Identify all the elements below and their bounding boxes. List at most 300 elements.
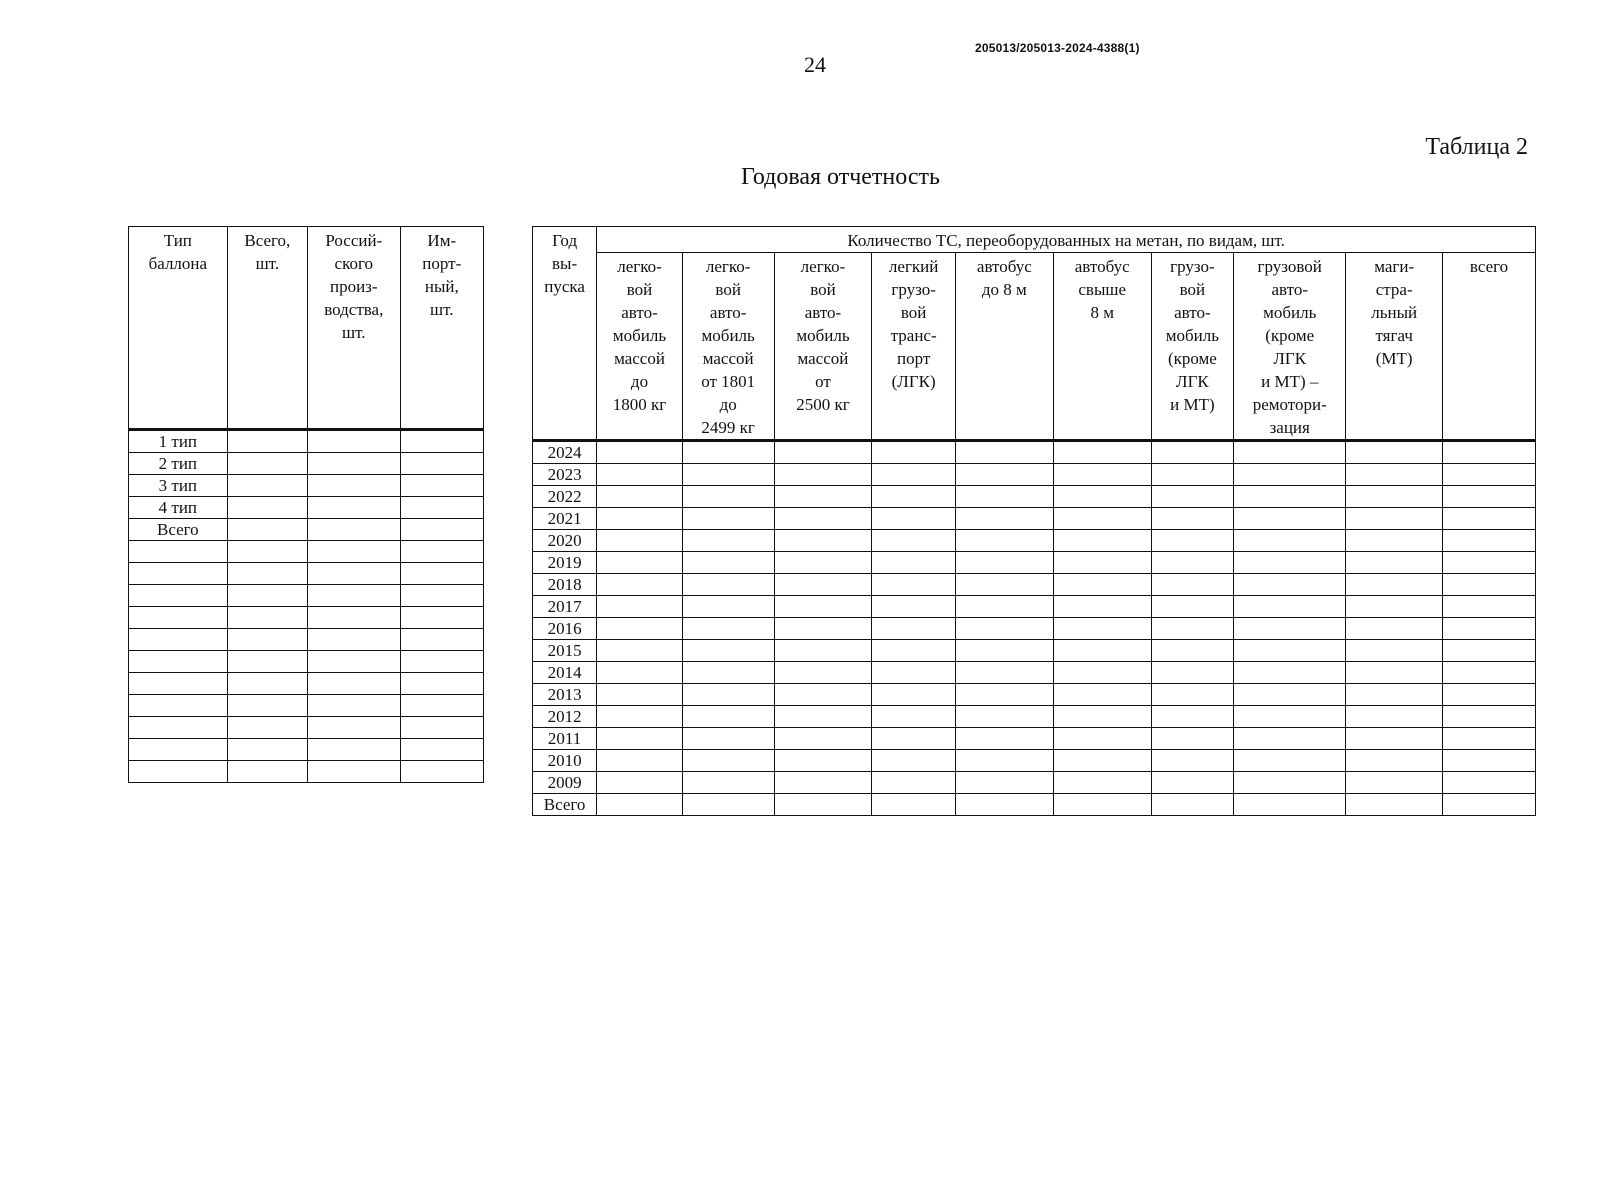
table-row [129,430,484,453]
value-cell[interactable] [597,684,683,706]
value-cell[interactable] [682,684,774,706]
value-cell[interactable] [400,475,483,497]
value-cell[interactable] [227,430,307,453]
table-row [533,441,1536,464]
value-cell[interactable] [1234,618,1346,640]
value-cell[interactable] [227,541,307,563]
release-year-cell: 2014 [533,662,597,684]
table-row [129,453,484,475]
value-cell[interactable] [1443,662,1536,684]
value-cell[interactable] [774,728,872,750]
value-cell[interactable] [400,430,483,453]
column-header-light-car-over-2500: легко- вой авто- мобиль массой от 2500 кг [774,253,872,441]
value-cell[interactable] [308,541,401,563]
value-cell[interactable] [955,750,1053,772]
table-row [533,552,1536,574]
value-cell[interactable] [1234,750,1346,772]
value-cell[interactable] [1053,441,1151,464]
release-year-cell: 2022 [533,486,597,508]
value-cell[interactable] [1053,508,1151,530]
cylinder-type-cell: 1 тип [129,430,228,453]
value-cell[interactable] [872,486,956,508]
value-cell[interactable] [872,596,956,618]
value-cell[interactable] [400,673,483,695]
value-cell[interactable] [1346,662,1443,684]
value-cell[interactable] [1151,464,1234,486]
value-cell[interactable] [1053,464,1151,486]
value-cell[interactable] [1234,596,1346,618]
value-cell[interactable] [872,464,956,486]
value-cell[interactable] [1234,464,1346,486]
value-cell[interactable] [682,750,774,772]
value-cell[interactable] [597,662,683,684]
value-cell[interactable] [955,441,1053,464]
table-row [533,728,1536,750]
table-row [129,739,484,761]
cylinder-type-cell [129,629,228,651]
value-cell[interactable] [1346,750,1443,772]
value-cell[interactable] [955,530,1053,552]
value-cell[interactable] [308,651,401,673]
value-cell[interactable] [308,475,401,497]
value-cell[interactable] [955,618,1053,640]
value-cell[interactable] [1234,728,1346,750]
value-cell[interactable] [1346,794,1443,816]
value-cell[interactable] [597,596,683,618]
value-cell[interactable] [227,497,307,519]
cylinder-type-cell [129,673,228,695]
vehicle-conversion-table [532,226,1536,816]
value-cell[interactable] [227,739,307,761]
value-cell[interactable] [774,750,872,772]
value-cell[interactable] [227,607,307,629]
table-row [533,772,1536,794]
value-cell[interactable] [774,772,872,794]
table-row [129,761,484,783]
value-cell[interactable] [597,750,683,772]
value-cell[interactable] [1053,574,1151,596]
value-cell[interactable] [1053,662,1151,684]
value-cell[interactable] [955,662,1053,684]
release-year-cell: 2020 [533,530,597,552]
table-row [129,607,484,629]
cylinder-type-cell: Всего [129,519,228,541]
value-cell[interactable] [682,464,774,486]
value-cell[interactable] [1443,750,1536,772]
table-row [533,574,1536,596]
column-header-bus-under-8m: автобус до 8 м [955,253,1053,441]
value-cell[interactable] [682,486,774,508]
value-cell[interactable] [227,519,307,541]
value-cell[interactable] [1151,618,1234,640]
value-cell[interactable] [597,574,683,596]
table-row [129,475,484,497]
column-header-mainline-tractor: маги- стра- льный тягач (МТ) [1346,253,1443,441]
value-cell[interactable] [682,441,774,464]
release-year-cell: 2009 [533,772,597,794]
value-cell[interactable] [774,486,872,508]
value-cell[interactable] [872,728,956,750]
value-cell[interactable] [308,673,401,695]
value-cell[interactable] [1234,441,1346,464]
table-row [533,640,1536,662]
release-year-cell: 2016 [533,618,597,640]
cylinder-type-cell [129,563,228,585]
release-year-cell: 2017 [533,596,597,618]
table-row [129,673,484,695]
table-row [129,695,484,717]
value-cell[interactable] [955,486,1053,508]
value-cell[interactable] [1234,574,1346,596]
value-cell[interactable] [682,596,774,618]
value-cell[interactable] [774,508,872,530]
value-cell[interactable] [400,739,483,761]
release-year-cell: Всего [533,794,597,816]
value-cell[interactable] [227,563,307,585]
value-cell[interactable] [400,563,483,585]
column-header-truck-remotorization: грузовой авто- мобиль (кроме ЛГК и МТ) – ремотори- зация [1234,253,1346,441]
value-cell[interactable] [1053,552,1151,574]
value-cell[interactable] [308,695,401,717]
value-cell[interactable] [597,486,683,508]
value-cell[interactable] [1151,486,1234,508]
cylinder-type-cell [129,739,228,761]
value-cell[interactable] [1346,530,1443,552]
table-row [129,497,484,519]
value-cell[interactable] [1151,684,1234,706]
release-year-cell: 2018 [533,574,597,596]
value-cell[interactable] [872,640,956,662]
value-cell[interactable] [1443,508,1536,530]
value-cell[interactable] [774,552,872,574]
value-cell[interactable] [308,497,401,519]
value-cell[interactable] [774,794,872,816]
value-cell[interactable] [597,772,683,794]
value-cell[interactable] [227,585,307,607]
cylinder-type-cell: 4 тип [129,497,228,519]
value-cell[interactable] [227,673,307,695]
column-header-truck: грузо- вой авто- мобиль (кроме ЛГК и МТ) [1151,253,1234,441]
value-cell[interactable] [682,530,774,552]
column-header-total: всего [1443,253,1536,441]
value-cell[interactable] [872,508,956,530]
value-cell[interactable] [955,684,1053,706]
value-cell[interactable] [1151,772,1234,794]
value-cell[interactable] [597,618,683,640]
value-cell[interactable] [774,464,872,486]
value-cell[interactable] [597,640,683,662]
value-cell[interactable] [1443,552,1536,574]
value-cell[interactable] [1151,596,1234,618]
value-cell[interactable] [400,651,483,673]
value-cell[interactable] [597,794,683,816]
value-cell[interactable] [400,761,483,783]
table-row [533,530,1536,552]
cylinder-type-table [128,226,484,783]
value-cell[interactable] [227,651,307,673]
value-cell[interactable] [1151,508,1234,530]
value-cell[interactable] [872,662,956,684]
table-row [129,563,484,585]
value-cell[interactable] [597,728,683,750]
value-cell[interactable] [1443,464,1536,486]
value-cell[interactable] [400,497,483,519]
cylinder-type-cell [129,607,228,629]
value-cell[interactable] [1443,772,1536,794]
value-cell[interactable] [400,519,483,541]
value-cell[interactable] [955,728,1053,750]
cylinder-type-cell: 2 тип [129,453,228,475]
table-row [533,662,1536,684]
value-cell[interactable] [1346,574,1443,596]
value-cell[interactable] [597,508,683,530]
value-cell[interactable] [308,519,401,541]
value-cell[interactable] [682,772,774,794]
cylinder-type-cell [129,585,228,607]
value-cell[interactable] [955,706,1053,728]
value-cell[interactable] [1234,794,1346,816]
value-cell[interactable] [227,695,307,717]
value-cell[interactable] [308,739,401,761]
value-cell[interactable] [955,640,1053,662]
value-cell[interactable] [308,585,401,607]
table-row [533,706,1536,728]
value-cell[interactable] [400,695,483,717]
cylinder-type-cell [129,651,228,673]
value-cell[interactable] [1151,728,1234,750]
value-cell[interactable] [597,552,683,574]
value-cell[interactable] [682,552,774,574]
value-cell[interactable] [1234,706,1346,728]
value-cell[interactable] [1053,772,1151,794]
value-cell[interactable] [1151,441,1234,464]
value-cell[interactable] [597,441,683,464]
column-header-bus-over-8m: автобус свыше 8 м [1053,253,1151,441]
value-cell[interactable] [872,706,956,728]
value-cell[interactable] [1151,662,1234,684]
value-cell[interactable] [1346,596,1443,618]
value-cell[interactable] [1443,530,1536,552]
value-cell[interactable] [1346,508,1443,530]
value-cell[interactable] [1234,486,1346,508]
column-header-domestic: Россий- ского произ- водства, шт. [308,227,401,430]
value-cell[interactable] [1346,441,1443,464]
release-year-cell: 2010 [533,750,597,772]
page-number: 24 [804,52,826,77]
value-cell[interactable] [308,761,401,783]
value-cell[interactable] [1053,750,1151,772]
value-cell[interactable] [308,430,401,453]
table-row [129,629,484,651]
value-cell[interactable] [955,772,1053,794]
value-cell[interactable] [1053,618,1151,640]
value-cell[interactable] [774,640,872,662]
value-cell[interactable] [308,607,401,629]
value-cell[interactable] [1346,706,1443,728]
value-cell[interactable] [1053,706,1151,728]
value-cell[interactable] [1234,772,1346,794]
value-cell[interactable] [1443,574,1536,596]
value-cell[interactable] [955,596,1053,618]
value-cell[interactable] [597,464,683,486]
cylinder-type-cell [129,717,228,739]
value-cell[interactable] [227,761,307,783]
value-cell[interactable] [774,596,872,618]
table-row [129,541,484,563]
value-cell[interactable] [1053,728,1151,750]
value-cell[interactable] [682,728,774,750]
value-cell[interactable] [1443,441,1536,464]
value-cell[interactable] [774,662,872,684]
value-cell[interactable] [1346,486,1443,508]
value-cell[interactable] [774,530,872,552]
value-cell[interactable] [1346,728,1443,750]
value-cell[interactable] [400,717,483,739]
value-cell[interactable] [1151,530,1234,552]
table-row [129,717,484,739]
value-cell[interactable] [1443,596,1536,618]
value-cell[interactable] [1053,596,1151,618]
release-year-cell: 2023 [533,464,597,486]
value-cell[interactable] [1443,684,1536,706]
value-cell[interactable] [227,453,307,475]
group-header-converted-vehicles: Количество ТС, переоборудованных на метан, по видам, шт. [597,227,1536,253]
release-year-cell: 2011 [533,728,597,750]
release-year-cell: 2024 [533,441,597,464]
value-cell[interactable] [1443,706,1536,728]
value-cell[interactable] [682,794,774,816]
column-header-cylinder-type: Тип баллона [129,227,228,430]
value-cell[interactable] [1346,618,1443,640]
value-cell[interactable] [955,552,1053,574]
table-row [533,486,1536,508]
column-header-release-year: Год вы- пуска [533,227,597,441]
value-cell[interactable] [227,717,307,739]
value-cell[interactable] [682,618,774,640]
release-year-cell: 2012 [533,706,597,728]
value-cell[interactable] [1053,486,1151,508]
value-cell[interactable] [308,563,401,585]
value-cell[interactable] [1234,508,1346,530]
value-cell[interactable] [227,629,307,651]
value-cell[interactable] [774,706,872,728]
value-cell[interactable] [1346,464,1443,486]
value-cell[interactable] [400,585,483,607]
value-cell[interactable] [872,618,956,640]
value-cell[interactable] [1234,530,1346,552]
value-cell[interactable] [1053,530,1151,552]
value-cell[interactable] [1053,684,1151,706]
value-cell[interactable] [872,750,956,772]
value-cell[interactable] [1234,684,1346,706]
cylinder-type-cell [129,761,228,783]
value-cell[interactable] [1234,552,1346,574]
value-cell[interactable] [597,530,683,552]
table-row [129,519,484,541]
value-cell[interactable] [682,640,774,662]
value-cell[interactable] [1151,552,1234,574]
value-cell[interactable] [227,475,307,497]
column-header-light-commercial: легкий грузо- вой транс- порт (ЛГК) [872,253,956,441]
value-cell[interactable] [308,629,401,651]
value-cell[interactable] [1443,640,1536,662]
value-cell[interactable] [682,662,774,684]
value-cell[interactable] [955,464,1053,486]
table-row [533,508,1536,530]
value-cell[interactable] [1234,640,1346,662]
value-cell[interactable] [682,508,774,530]
table-row [129,651,484,673]
value-cell[interactable] [955,508,1053,530]
value-cell[interactable] [872,441,956,464]
column-header-total: Всего, шт. [227,227,307,430]
value-cell[interactable] [774,618,872,640]
value-cell[interactable] [400,453,483,475]
report-title: Годовая отчетность [741,164,940,190]
table-row [533,750,1536,772]
value-cell[interactable] [955,794,1053,816]
column-header-light-car-under-1800: легко- вой авто- мобиль массой до 1800 кг [597,253,683,441]
value-cell[interactable] [774,684,872,706]
value-cell[interactable] [872,574,956,596]
value-cell[interactable] [400,607,483,629]
value-cell[interactable] [400,541,483,563]
value-cell[interactable] [597,706,683,728]
value-cell[interactable] [1443,486,1536,508]
value-cell[interactable] [1346,772,1443,794]
value-cell[interactable] [308,717,401,739]
value-cell[interactable] [1053,640,1151,662]
value-cell[interactable] [1053,794,1151,816]
value-cell[interactable] [872,530,956,552]
value-cell[interactable] [872,684,956,706]
value-cell[interactable] [1443,618,1536,640]
cylinder-type-cell: 3 тип [129,475,228,497]
value-cell[interactable] [682,706,774,728]
value-cell[interactable] [1151,794,1234,816]
value-cell[interactable] [872,552,956,574]
value-cell[interactable] [1443,794,1536,816]
table-row [533,684,1536,706]
value-cell[interactable] [1151,750,1234,772]
value-cell[interactable] [1346,640,1443,662]
value-cell[interactable] [1234,662,1346,684]
value-cell[interactable] [872,772,956,794]
release-year-cell: 2013 [533,684,597,706]
value-cell[interactable] [1346,684,1443,706]
document-code: 205013/205013-2024-4388(1) [975,41,1140,55]
table-row [533,618,1536,640]
release-year-cell: 2019 [533,552,597,574]
value-cell[interactable] [308,453,401,475]
value-cell[interactable] [774,574,872,596]
value-cell[interactable] [1151,706,1234,728]
value-cell[interactable] [1443,728,1536,750]
value-cell[interactable] [872,794,956,816]
value-cell[interactable] [400,629,483,651]
table-number: Таблица 2 [1425,134,1528,160]
value-cell[interactable] [1151,640,1234,662]
value-cell[interactable] [1346,552,1443,574]
value-cell[interactable] [682,574,774,596]
table-row [533,464,1536,486]
value-cell[interactable] [955,574,1053,596]
cylinder-type-cell [129,541,228,563]
table-row [533,596,1536,618]
column-header-imported: Им- порт- ный, шт. [400,227,483,430]
value-cell[interactable] [774,441,872,464]
value-cell[interactable] [1151,574,1234,596]
